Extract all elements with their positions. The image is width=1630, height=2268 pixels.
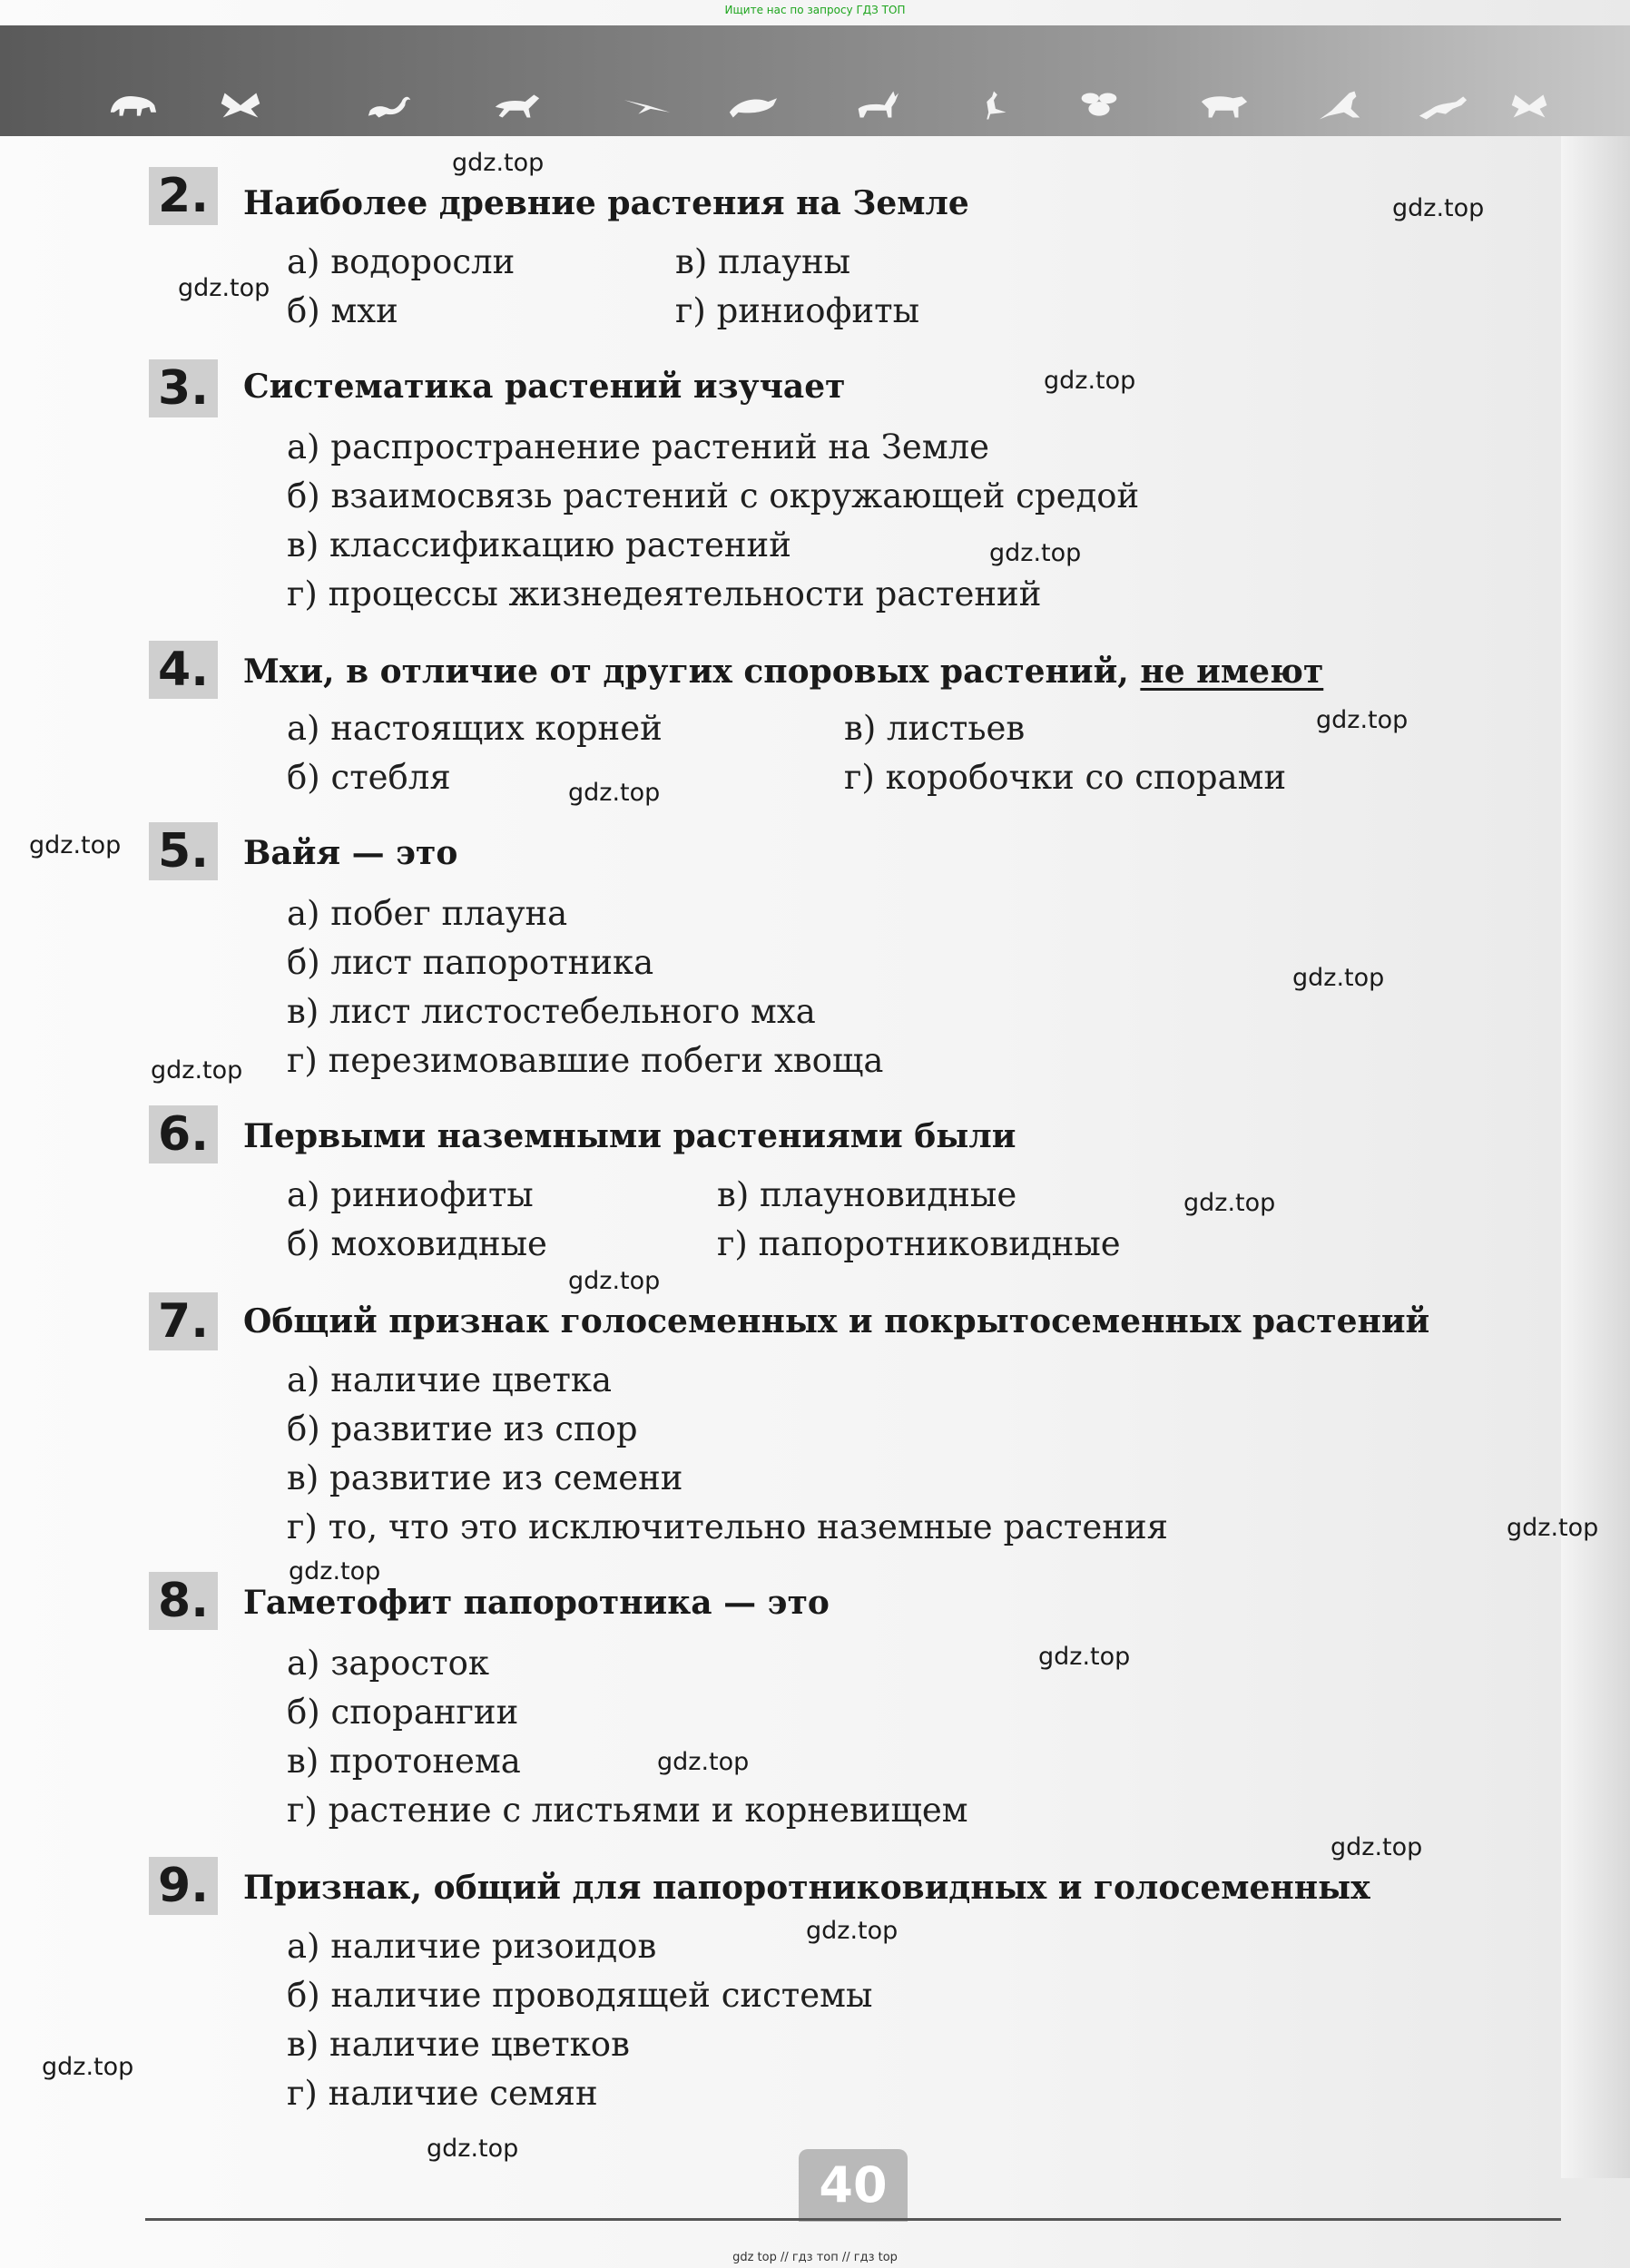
- question-4-text-main: Мхи, в отличие от других споровых растений,: [243, 653, 1141, 691]
- question-8-number: 8.: [149, 1572, 218, 1630]
- question-3-option-v[interactable]: в) классификацию растений: [287, 525, 791, 565]
- question-9-number: 9.: [149, 1857, 218, 1915]
- bison-icon: [107, 89, 160, 122]
- bird-icon: [621, 89, 673, 122]
- question-6-text: Первыми наземными растениями были: [243, 1117, 1016, 1155]
- watermark: gdz.top: [1507, 1514, 1599, 1542]
- question-4-number: 4.: [149, 641, 218, 699]
- question-6-number: 6.: [149, 1105, 218, 1163]
- question-8-option-g[interactable]: г) растение с листьями и корневищем: [287, 1791, 968, 1830]
- watermark: gdz.top: [1292, 964, 1385, 992]
- bull-icon: [1198, 89, 1251, 122]
- watermark: gdz.top: [657, 1748, 750, 1776]
- bottom-note: gdz top // гдз топ // гдз top: [732, 2251, 898, 2264]
- question-5-option-b[interactable]: б) лист папоротника: [287, 943, 654, 982]
- question-4-option-v[interactable]: в) листьев: [844, 709, 1026, 748]
- question-7-text: Общий признак голосеменных и покрытосеменных растений: [243, 1302, 1430, 1340]
- question-5-option-v[interactable]: в) лист листостебельного мха: [287, 992, 816, 1031]
- question-3-option-a[interactable]: а) распространение растений на Земле: [287, 427, 990, 466]
- watermark: gdz.top: [452, 149, 545, 177]
- top-note[interactable]: Ищите нас по запросу ГДЗ ТОП: [724, 4, 906, 16]
- question-4-option-g[interactable]: г) коробочки со спорами: [844, 758, 1287, 797]
- question-2-number: 2.: [149, 167, 218, 225]
- watermark: gdz.top: [178, 274, 270, 302]
- question-9-option-g[interactable]: г) наличие семян: [287, 2074, 598, 2113]
- question-9-option-a[interactable]: а) наличие ризоидов: [287, 1927, 657, 1966]
- question-7-number: 7.: [149, 1292, 218, 1350]
- watermark: gdz.top: [42, 2053, 134, 2081]
- question-5-number: 5.: [149, 822, 218, 880]
- question-4-option-a[interactable]: а) настоящих корней: [287, 709, 663, 748]
- question-3-text: Систематика растений изучает: [243, 368, 846, 406]
- watermark: gdz.top: [151, 1056, 243, 1085]
- question-3-option-b[interactable]: б) взаимосвязь растений с окружающей средой: [287, 476, 1140, 515]
- watermark: gdz.top: [989, 539, 1082, 567]
- horse-icon: [490, 89, 543, 122]
- watermark: gdz.top: [568, 1267, 661, 1295]
- watermark: gdz.top: [1038, 1643, 1131, 1671]
- question-5-option-a[interactable]: а) побег плауна: [287, 894, 568, 933]
- question-8-option-b[interactable]: б) спорангии: [287, 1693, 519, 1732]
- bottom-rule: [145, 2218, 1561, 2221]
- question-5-option-g[interactable]: г) перезимовавшие побеги хвоща: [287, 1041, 884, 1080]
- question-7-option-b[interactable]: б) развитие из спор: [287, 1409, 638, 1448]
- watermark: gdz.top: [1316, 706, 1409, 734]
- dolphin-icon: [726, 89, 779, 122]
- watermark: gdz.top: [1392, 194, 1485, 222]
- greyhound-icon: [1416, 89, 1468, 122]
- question-5-text: Вайя — это: [243, 834, 458, 872]
- watermark: gdz.top: [806, 1917, 898, 1945]
- question-8-option-v[interactable]: в) протонема: [287, 1742, 521, 1781]
- butterfly-icon: [214, 89, 267, 122]
- question-7-option-a[interactable]: а) наличие цветка: [287, 1360, 613, 1399]
- question-4-option-b[interactable]: б) стебля: [287, 758, 451, 797]
- question-9-option-v[interactable]: в) наличие цветков: [287, 2025, 630, 2064]
- question-2-option-b[interactable]: б) мхи: [287, 291, 398, 330]
- butterfly-icon-2: [1503, 89, 1556, 122]
- watermark: gdz.top: [568, 779, 661, 807]
- question-2-option-a[interactable]: а) водоросли: [287, 242, 516, 281]
- question-9-text: Признак, общий для папоротниковидных и голосеменных: [243, 1869, 1370, 1907]
- question-8-option-a[interactable]: а) заросток: [287, 1644, 490, 1683]
- watermark: gdz.top: [289, 1557, 381, 1586]
- heron-icon: [967, 89, 1020, 122]
- watermark: gdz.top: [427, 2135, 519, 2163]
- question-2-text: Наиболее древние растения на Земле: [243, 184, 969, 222]
- question-2-option-g[interactable]: г) риниофиты: [675, 291, 920, 330]
- question-6-option-a[interactable]: а) риниофиты: [287, 1175, 534, 1214]
- page-number: 40: [799, 2149, 908, 2222]
- question-4-text-underlined: не имеют: [1140, 653, 1324, 691]
- kangaroo-icon: [1314, 89, 1367, 122]
- deer-icon: [849, 89, 902, 122]
- question-9-option-b[interactable]: б) наличие проводящей системы: [287, 1976, 873, 2015]
- watermark: gdz.top: [1044, 367, 1136, 395]
- question-6-option-b[interactable]: б) моховидные: [287, 1224, 547, 1263]
- question-7-option-g[interactable]: г) то, что это исключительно наземные растения: [287, 1507, 1168, 1546]
- page-edge-shadow: [1561, 136, 1630, 2178]
- watermark: gdz.top: [29, 831, 122, 859]
- header-band: [0, 25, 1630, 136]
- question-7-option-v[interactable]: в) развитие из семени: [287, 1458, 683, 1497]
- question-6-option-g[interactable]: г) папоротниковидные: [717, 1224, 1121, 1263]
- question-8-text: Гаметофит папоротника — это: [243, 1584, 830, 1622]
- question-6-option-v[interactable]: в) плауновидные: [717, 1175, 1017, 1214]
- bee-icon: [1073, 89, 1125, 122]
- watermark: gdz.top: [1183, 1189, 1276, 1217]
- question-2-option-v[interactable]: в) плауны: [675, 242, 851, 281]
- scorpion-icon: [363, 89, 416, 122]
- watermark: gdz.top: [1331, 1833, 1423, 1861]
- question-3-number: 3.: [149, 359, 218, 417]
- question-4-text: [243, 652, 1323, 692]
- question-3-option-g[interactable]: г) процессы жизнедеятельности растений: [287, 574, 1042, 614]
